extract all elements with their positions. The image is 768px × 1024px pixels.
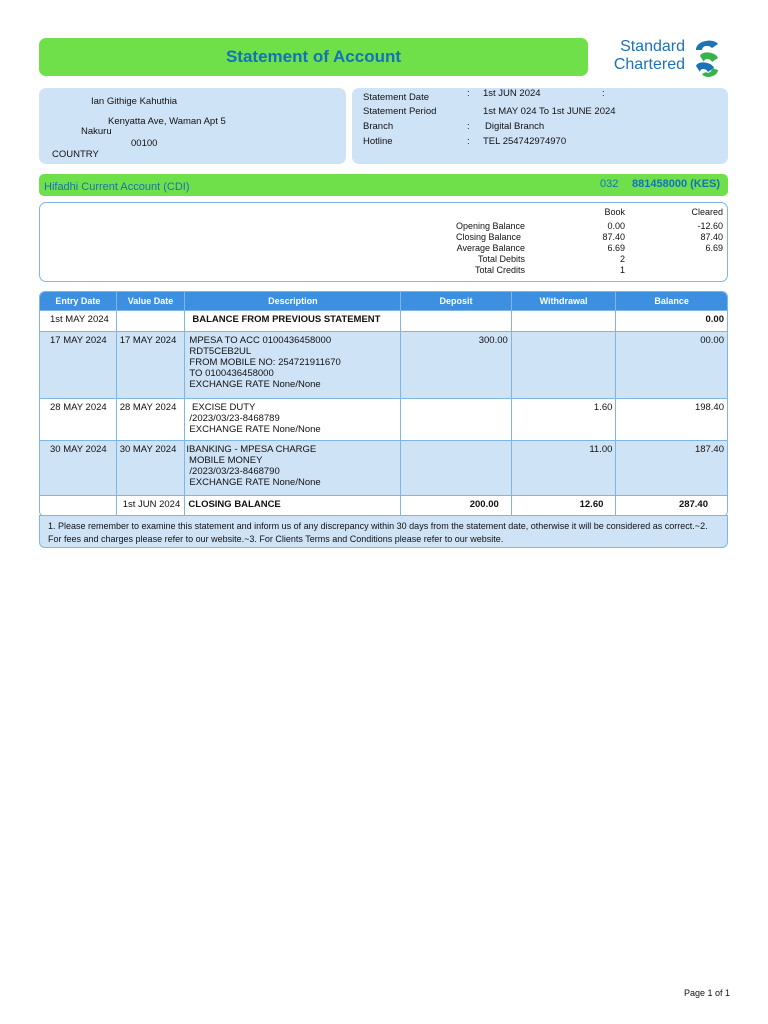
summary-header-book: Book	[604, 207, 625, 217]
separator: :	[467, 88, 470, 99]
standard-chartered-logo	[600, 36, 730, 80]
balance-cell: 187.40	[616, 440, 727, 495]
description-line: EXCHANGE RATE None/None	[189, 424, 321, 435]
summary-cleared-value: -12.60	[697, 221, 723, 231]
withdrawal-cell	[512, 310, 617, 331]
withdrawal-cell: 12.60	[512, 495, 617, 516]
deposit-cell	[401, 398, 512, 440]
description-line: /2023/03/23-8468790	[189, 466, 280, 477]
table-row	[40, 331, 727, 398]
column-header-deposit: Deposit	[401, 292, 512, 310]
balance-cell: 00.00	[616, 331, 727, 398]
summary-book-value: 87.40	[602, 232, 625, 242]
account-number: 881458000 (KES)	[632, 178, 721, 190]
column-header-balance: Balance	[616, 292, 727, 310]
hotline-value: TEL 254742974970	[483, 136, 567, 147]
description-line: MPESA TO ACC 0100436458000	[189, 335, 332, 346]
description-cell	[185, 310, 401, 331]
deposit-cell	[401, 440, 512, 495]
value-date-cell: 17 MAY 2024	[117, 331, 186, 398]
customer-address: Kenyatta Ave, Waman Apt 5	[108, 116, 226, 127]
balance-summary-box	[39, 202, 728, 282]
statement-title-bar	[39, 38, 588, 76]
entry-date-cell: 1st MAY 2024	[40, 310, 117, 331]
description-line: EXCHANGE RATE None/None	[189, 477, 321, 488]
description-cell: CLOSING BALANCE	[185, 495, 401, 516]
logo-line-1: Standard	[620, 38, 685, 55]
customer-name: Ian Githige Kahuthia	[91, 96, 178, 107]
description-line: TO 0100436458000	[189, 368, 274, 379]
column-header-entry-date: Entry Date	[40, 292, 117, 310]
customer-address-box	[39, 88, 346, 164]
customer-country: COUNTRY	[52, 149, 99, 160]
column-header-description: Description	[185, 292, 401, 310]
branch-value: Digital Branch	[485, 121, 545, 132]
logo-swirl-icon	[690, 36, 724, 80]
description-cell	[185, 331, 401, 398]
description-cell	[185, 398, 401, 440]
separator: :	[467, 121, 470, 132]
customer-city: Nakuru	[81, 126, 112, 137]
summary-label: Total Debits	[477, 254, 525, 264]
withdrawal-cell: 1.60	[512, 398, 617, 440]
value-date-cell: 28 MAY 2024	[117, 398, 186, 440]
table-row	[40, 440, 727, 495]
description-line: EXCISE DUTY	[189, 402, 256, 413]
logo-text	[601, 38, 685, 74]
withdrawal-cell: 11.00	[512, 440, 617, 495]
table-header-row	[40, 292, 727, 310]
statement-info-box	[352, 88, 728, 164]
transactions-table	[39, 291, 728, 517]
summary-header-cleared: Cleared	[691, 207, 723, 217]
value-date-cell: 1st JUN 2024	[117, 495, 186, 516]
deposit-cell	[401, 310, 512, 331]
statement-notes: 1. Please remember to examine this statement and inform us of any discrepancy within 30 days from the statement date, otherwise it will be considered as correct.~2. For fees and charges please refer to our website.~3. For Clients Terms and Conditions please refer to our website.	[39, 515, 728, 548]
entry-date-cell: 17 MAY 2024	[40, 331, 117, 398]
customer-postal: 00100	[131, 138, 158, 149]
balance-cell: 0.00	[616, 310, 727, 331]
account-code: 032	[600, 178, 619, 190]
separator: :	[602, 88, 605, 99]
table-row	[40, 398, 727, 440]
label-hotline: Hotline	[363, 136, 393, 147]
balance-cell: 287.40	[616, 495, 727, 516]
transactions-table-wrapper	[39, 291, 728, 517]
account-bar	[39, 174, 728, 196]
description-line: BALANCE FROM PREVIOUS STATEMENT	[192, 314, 381, 325]
logo-line-2: Chartered	[613, 56, 685, 73]
page-number: Page 1 of 1	[684, 988, 731, 998]
deposit-cell: 200.00	[401, 495, 512, 516]
summary-cleared-value: 87.40	[700, 232, 723, 242]
value-date-cell: 30 MAY 2024	[117, 440, 186, 495]
summary-label: Average Balance	[456, 243, 525, 253]
summary-label: Closing Balance	[455, 232, 521, 242]
description-line: FROM MOBILE NO: 254721911670	[189, 357, 341, 368]
withdrawal-cell	[512, 331, 617, 398]
summary-cleared-value: 6.69	[705, 243, 723, 253]
statement-date-value: 1st JUN 2024	[483, 88, 541, 99]
summary-book-value: 2	[619, 254, 625, 264]
summary-label: Total Credits	[474, 265, 525, 275]
description-line: EXCHANGE RATE None/None	[189, 379, 321, 390]
label-branch: Branch	[363, 121, 394, 132]
column-header-value-date: Value Date	[117, 292, 186, 310]
description-line: IBANKING - MPESA CHARGE	[186, 444, 317, 455]
deposit-cell: 300.00	[401, 331, 512, 398]
column-header-withdrawal: Withdrawal	[512, 292, 617, 310]
table-row	[40, 310, 727, 331]
summary-book-value: 6.69	[607, 243, 625, 253]
summary-label: Opening Balance	[455, 221, 525, 231]
description-cell	[185, 440, 401, 495]
summary-book-value: 0.00	[607, 221, 625, 231]
value-date-cell	[117, 310, 186, 331]
description-line: /2023/03/23-8468789	[189, 413, 280, 424]
description-line: RDT5CEB2UL	[189, 346, 252, 357]
statement-period-value: 1st MAY 024 To 1st JUNE 2024	[483, 106, 616, 117]
entry-date-cell: 28 MAY 2024	[40, 398, 117, 440]
page-title: Statement of Account	[225, 47, 402, 66]
balance-cell: 198.40	[616, 398, 727, 440]
closing-balance-row	[40, 495, 727, 516]
label-statement-date: Statement Date	[363, 92, 430, 103]
summary-book-value: 1	[619, 265, 625, 275]
entry-date-cell	[40, 495, 117, 516]
entry-date-cell: 30 MAY 2024	[40, 440, 117, 495]
account-name: Hifadhi Current Account (CDI)	[44, 181, 190, 193]
description-line: MOBILE MONEY	[186, 455, 263, 466]
label-statement-period: Statement Period	[363, 106, 437, 117]
separator: :	[467, 136, 470, 147]
